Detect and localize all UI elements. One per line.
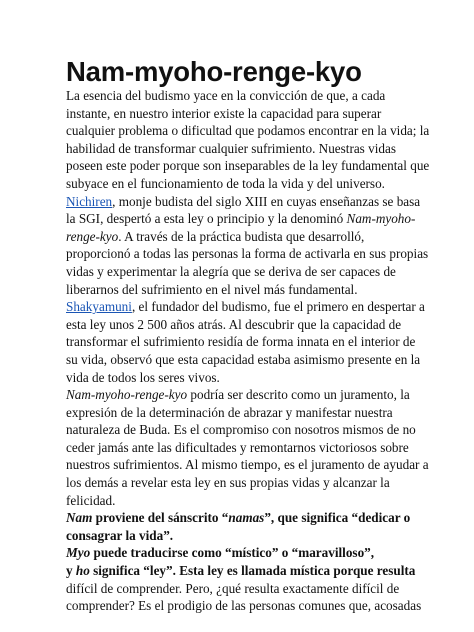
text-line bbox=[66, 175, 418, 193]
text-line bbox=[66, 245, 429, 263]
text-run: la SGI, despertó a esta ley o principio y la denominó bbox=[66, 211, 347, 227]
text-run: Nam-myoho- bbox=[346, 211, 416, 227]
text-run: liberarnos del sufrimiento en el nivel más fundamental. bbox=[66, 281, 358, 297]
text-run: , el fundador del budismo, fue el primero en despertar a bbox=[131, 299, 425, 315]
text-line bbox=[66, 439, 418, 457]
text-run: los demás a revelar esta ley en sus propias vidas y alcanzar la bbox=[66, 475, 390, 491]
text-line bbox=[66, 333, 418, 351]
text-run: significa “ley”. Esta ley es llamada mística porque resulta bbox=[89, 563, 416, 579]
text-line bbox=[66, 509, 418, 527]
text-run: naturaleza de Buda. Es el compromiso con nosotros mismos de no bbox=[66, 422, 416, 438]
text-line bbox=[66, 210, 418, 228]
text-run: ceder jamás ante las dificultades y remontarnos victoriosos sobre bbox=[66, 439, 409, 455]
text-run: vidas y experimentar la alegría que se deriva de ser capaces de bbox=[66, 263, 396, 279]
text-run: y bbox=[66, 563, 76, 579]
text-run: vida de todos los seres vivos. bbox=[66, 369, 220, 385]
text-run: instante, en nuestro interior existe la capacidad para superar bbox=[66, 105, 382, 121]
text-run: felicidad. bbox=[66, 492, 116, 508]
text-run: . A través de la práctica budista que desarrolló, bbox=[118, 228, 365, 244]
text-run: ”, que significa “dedicar o bbox=[264, 510, 411, 526]
text-run: consagrar la vida”. bbox=[66, 527, 174, 543]
body-text bbox=[66, 87, 430, 615]
text-line bbox=[66, 421, 418, 439]
text-line bbox=[66, 492, 418, 510]
text-run: comprender? Es el prodigio de las personas comunes que, acosadas bbox=[66, 598, 422, 614]
page-title: Nam-myoho-renge-kyo bbox=[66, 56, 362, 87]
text-run: habilidad de transformar cualquier sufrimiento. Nuestras vidas bbox=[66, 140, 396, 156]
text-run: namas bbox=[228, 510, 265, 526]
text-line bbox=[66, 316, 418, 334]
text-run: transformar el sufrimiento residía de forma innata en el interior de bbox=[66, 334, 416, 350]
text-run: ho bbox=[75, 563, 90, 579]
text-run: esta ley unos 2 500 años atrás. Al descubrir que la capacidad de bbox=[66, 316, 402, 332]
text-run: puede traducirse como “místico” o “maravilloso”, bbox=[90, 545, 375, 561]
text-run: nuestros sufrimientos. Al mismo tiempo, es el juramento de ayudar a bbox=[66, 457, 429, 473]
text-run: Nam bbox=[66, 510, 93, 526]
text-run: , monje budista del siglo XIII en cuyas enseñanzas se basa bbox=[112, 193, 421, 209]
text-run: proporcionó a todas las personas la forma de activarla en sus propias bbox=[66, 246, 429, 262]
text-line bbox=[66, 562, 418, 580]
text-run: La esencia del budismo yace en la convicción de que, a cada bbox=[66, 88, 386, 103]
text-run: cualquier problema o dificultad que podamos encontrar en la vida; la bbox=[66, 123, 430, 139]
text-line bbox=[66, 351, 421, 369]
text-line bbox=[66, 140, 418, 158]
text-line bbox=[66, 456, 429, 474]
link-shakyamuni[interactable]: Shakyamuni bbox=[66, 299, 132, 315]
link-nichiren[interactable]: Nichiren bbox=[66, 193, 113, 209]
text-line bbox=[66, 597, 422, 615]
text-line bbox=[66, 404, 418, 422]
text-run: poseen este poder porque son inseparables de la ley fundamental que bbox=[66, 158, 430, 174]
text-run: Myo bbox=[66, 545, 91, 561]
text-run: Nam-myoho-renge-kyo bbox=[66, 387, 188, 403]
text-run: su vida, observó que esta capacidad estaba asimismo presente en la bbox=[66, 351, 421, 367]
text-line bbox=[66, 298, 425, 316]
text-run: difícil de comprender. Pero, ¿qué resulta exactamente difícil de bbox=[66, 580, 400, 596]
text-line bbox=[66, 369, 418, 387]
text-line bbox=[66, 580, 418, 598]
text-line bbox=[66, 157, 430, 175]
text-line bbox=[66, 281, 418, 299]
text-line bbox=[66, 105, 418, 123]
text-line bbox=[66, 87, 418, 105]
text-run: subyace en el funcionamiento de toda la vida y del universo. bbox=[66, 175, 385, 191]
text-line bbox=[66, 386, 418, 404]
text-line bbox=[66, 228, 418, 246]
text-run: expresión de la determinación de abrazar y manifestar nuestra bbox=[66, 404, 393, 420]
text-line bbox=[66, 122, 430, 140]
text-run: proviene del sánscrito “ bbox=[92, 510, 229, 526]
text-line bbox=[66, 527, 418, 545]
text-run: podría ser descrito como un juramento, la bbox=[187, 387, 410, 403]
text-line bbox=[66, 544, 418, 562]
text-line bbox=[66, 474, 418, 492]
text-line bbox=[66, 263, 418, 281]
text-line bbox=[66, 193, 421, 211]
text-run: renge-kyo bbox=[66, 228, 119, 244]
